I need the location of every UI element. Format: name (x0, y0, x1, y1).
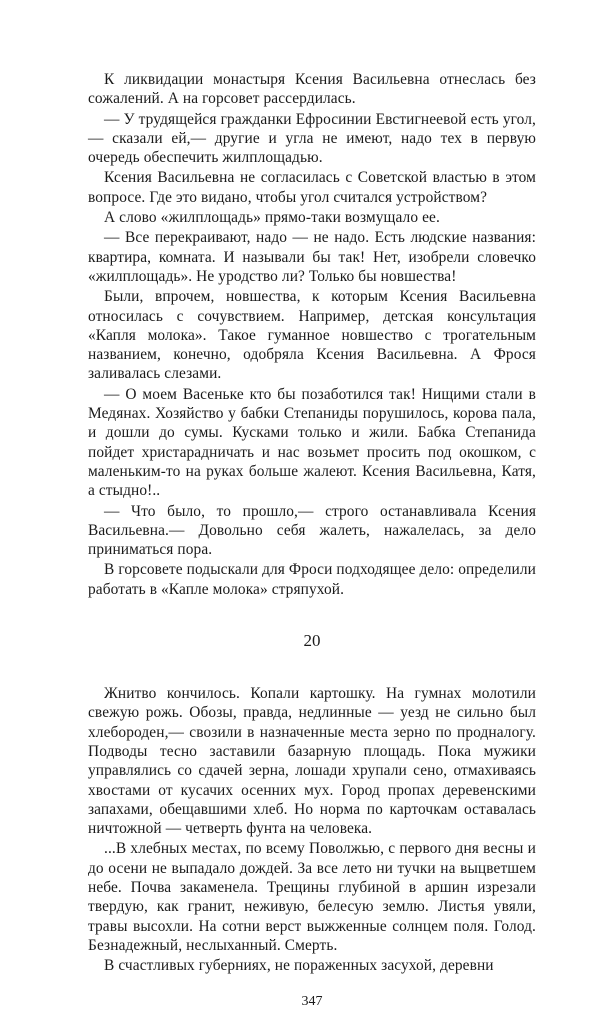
paragraph: А слово «жилплощадь» прямо-таки возмущало ее. (104, 209, 440, 227)
paragraph: В горсовете подыскали для Фроси подходящее дело: определили работать в «Капле молока» стряпухой. (88, 561, 536, 598)
paragraph: В счастливых губерниях, не пораженных засухой, деревни (104, 957, 494, 975)
paragraph: Жнитво кончилось. Копали картошку. На гумнах молотили свежую рожь. Обозы, правда, недлинные — уезд не сильно был хлебороден,— свозили в назначенные места зерно по продналогу. Подводы тесно заставили базарную площадь. Пока мужики управлялись со сдачей зерна, лошади хрупали сено, отмахиваясь хвостами от кусачих осенних мух. Город пропах деревенскими запахами, обещавшими хлеб. Но норма по карточкам оставалась ничтожной — четверть фунта на человека. (88, 685, 536, 838)
book-page (88, 70, 536, 1011)
page-number: 347 (301, 994, 323, 1010)
paragraph: Были, впрочем, новшества, к которым Ксения Васильевна относилась с сочувствием. Например, детская консультация «Капля молока». Такое гуманное новшество с трогательным названием, конечно, одобряла Ксения Васильевна. А Фрося заливалась слезами. (88, 288, 536, 383)
text-section-2 (88, 684, 536, 975)
chapter-number: 20 (303, 631, 321, 651)
paragraph: — О моем Васеньке кто бы позаботился так! Нищими стали в Медянах. Хозяйство у бабки Степаниды порушилось, корова пала, и дошли до сумы. Кусками только и жили. Бабка Степанида пойдет христарадничать и нас возьмет просить под окошком, с маленьким-то на руках больше жалеют. Ксения Васильевна, Катя, а стыдно!.. (88, 385, 536, 500)
paragraph: К ликвидации монастыря Ксения Васильевна отнеслась без сожалений. А на горсовет рассердилась. (88, 71, 536, 108)
paragraph: — У трудящейся гражданки Ефросинии Евстигнеевой есть угол,— сказали ей,— другие и угла не имеют, надо тех в первую очередь обеспечить жилплощадью. (88, 110, 536, 167)
paragraph: — Все перекраивают, надо — не надо. Есть людские названия: квартира, комната. И называли бы так! Нет, изобрели словечко «жилплощадь». Не уродство ли? Только бы новшества! (88, 229, 536, 285)
text-section-1 (88, 70, 536, 599)
paragraph: Ксения Васильевна не согласилась с Советской властью в этом вопросе. Где это видано, чтобы угол считался устройством? (88, 169, 536, 206)
paragraph: ...В хлебных местах, по всему Поволжью, с первого дня весны и до осени не выпадало дождей. За все лето ни тучки на выцветшем небе. Почва закаменела. Трещины глубиной в аршин изрезали твердую, как гранит, неживую, белесую землю. Листья увяли, травы высохли. На сотни верст выжженные солнцем поля. Голод. Безнадежный, неслыханный. Смерть. (88, 840, 536, 954)
paragraph: — Что было, то прошло,— строго останавливала Ксения Васильевна.— Довольно себя жалеть, нажалелась, за дело приниматься пора. (88, 502, 536, 559)
